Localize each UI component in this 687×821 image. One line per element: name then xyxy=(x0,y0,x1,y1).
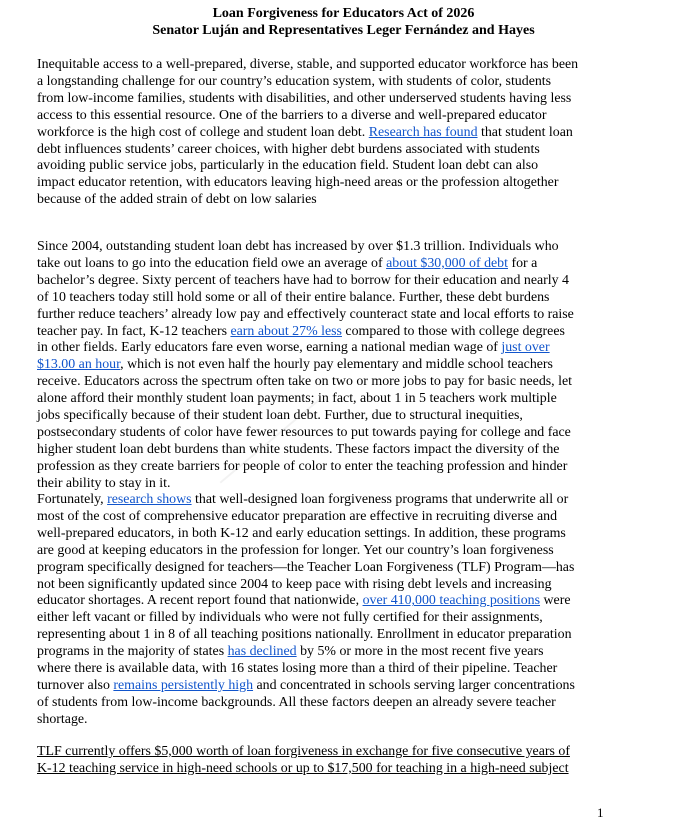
paragraph-3 xyxy=(37,492,612,729)
text-line xyxy=(37,492,612,509)
research-has-found-link[interactable]: Research has found xyxy=(368,124,478,140)
research-shows-link[interactable]: research shows xyxy=(107,492,192,507)
text-line: higher student loan debt burdens than white students. These factors impact the diversity of the xyxy=(37,441,560,457)
text-line: because of the added strain of debt on low salaries xyxy=(37,192,317,208)
text-line: representing about 1 in 8 of all teaching positions nationally. Enrollment in educator preparation xyxy=(37,627,572,643)
text-line: postsecondary students of color have fewer resources to put towards paying for college and face xyxy=(37,424,571,440)
text-line: from low-income families, students with disabilities, and other underserved students having less xyxy=(37,90,572,106)
text-line: not been significantly updated since 2004 to keep pace with rising debt levels and increasing xyxy=(37,576,552,592)
text-segment: in other fields. Early educators fare even worse, earning a national median wage of xyxy=(37,340,502,356)
page-number: 1 xyxy=(597,805,604,820)
text-segment: that well-designed loan forgiveness programs that underwrite all or xyxy=(191,492,569,507)
text-line: either left vacant or filled by individuals who were not fully certified for their assignments, xyxy=(37,610,543,626)
text-segment: educator shortages. A recent report found that nationwide, xyxy=(37,593,363,609)
text-line xyxy=(37,340,612,357)
document-sponsors: Senator Luján and Representatives Leger Fernández and Hayes xyxy=(152,22,535,38)
text-line: well-prepared educators, in both K-12 and early education settings. In addition, these programs xyxy=(37,525,566,541)
text-line: of 10 teachers today still hold some or all of their entire balance. Further, these debt burdens xyxy=(37,289,550,305)
text-segment: that student loan xyxy=(477,124,573,140)
text-line: further reduce teachers’ already low pay and effectively counteract state and local efforts to raise xyxy=(37,306,574,322)
text-segment: programs in the majority of states xyxy=(37,644,228,660)
text-line: jobs specifically because of their student loan debt. Further, due to structural inequities, xyxy=(37,408,523,424)
text-line xyxy=(37,125,612,142)
text-line: of students from low-income backgrounds. All these factors deepen an already severe teacher xyxy=(37,694,556,710)
paragraph-4 xyxy=(37,744,612,778)
text-line: are good at keeping educators in the profession for longer. Yet our country’s loan forgiveness xyxy=(37,542,554,558)
paragraph-2 xyxy=(37,239,612,493)
text-line: Inequitable access to a well-prepared, diverse, stable, and supported educator workforce has been xyxy=(37,57,579,72)
text-line xyxy=(37,256,612,273)
about-30000-debt-link[interactable]: about $30,000 of debt xyxy=(386,255,508,271)
text-line: bachelor’s degree. Sixty percent of teachers have had to borrow for their education and nearly 4 xyxy=(37,272,570,288)
text-line: program specifically designed for teachers—the Teacher Loan Forgiveness (TLF) Program—has xyxy=(37,559,575,575)
text-segment: by 5% or more in the most recent five years xyxy=(296,644,544,660)
text-segment: , which is not even half the hourly pay elementary and middle school teachers xyxy=(120,357,553,373)
paragraph-1 xyxy=(37,57,612,209)
underlined-text-line: TLF currently offers $5,000 worth of loan forgiveness in exchange for five consecutive years of xyxy=(37,744,570,759)
text-line xyxy=(37,324,612,341)
text-line: a longstanding challenge for our country’s education system, with students of color, students xyxy=(37,73,552,89)
remains-persistently-high-link[interactable]: remains persistently high xyxy=(113,677,254,693)
text-line xyxy=(37,644,612,661)
text-line xyxy=(37,678,612,695)
text-segment: compared to those with college degrees xyxy=(341,323,565,339)
text-segment: and concentrated in schools serving larger concentrations xyxy=(253,677,575,693)
text-segment: workforce is the high cost of college and student loan debt. xyxy=(37,124,369,140)
text-line: debt influences students’ career choices, with higher debt burdens associated with students xyxy=(37,141,540,157)
text-segment: turnover also xyxy=(37,677,114,693)
text-segment: for a xyxy=(508,255,538,271)
text-line: avoiding public service jobs, particularly in the education field. Student loan debt can also xyxy=(37,158,539,174)
text-line: access to this essential resource. One of the barriers to a diverse and well-prepared educator xyxy=(37,107,547,123)
text-line: Since 2004, outstanding student loan debt has increased by over $1.3 trillion. Individuals who xyxy=(37,239,559,254)
earn-about-27-less-link[interactable]: earn about 27% less xyxy=(230,323,342,339)
text-segment: were xyxy=(540,593,571,609)
has-declined-link[interactable]: has declined xyxy=(227,644,297,660)
underlined-text-line: K-12 teaching service in high-need schools or up to $17,500 for teaching in a high-need subject xyxy=(37,760,569,776)
over-410000-teaching-positions-link[interactable]: over 410,000 teaching positions xyxy=(362,593,541,609)
text-line: most of the cost of comprehensive educator preparation are effective in recruiting diverse and xyxy=(37,508,558,524)
just-over-link[interactable]: just over xyxy=(501,340,550,356)
text-line: profession as they create barriers for people of color to enter the teaching profession and hinder xyxy=(37,458,568,474)
document-title: Loan Forgiveness for Educators Act of 2026 xyxy=(212,6,475,21)
text-line: shortage. xyxy=(37,711,88,727)
text-line: their ability to stay in it. xyxy=(37,475,171,491)
text-segment: take out loans to go into the education field owe an average of xyxy=(37,255,387,271)
text-line xyxy=(37,593,612,610)
text-line: impact educator retention, with educators leaving high-need areas or the profession altogether xyxy=(37,175,559,191)
text-line xyxy=(37,357,612,374)
text-segment: Fortunately, xyxy=(37,492,108,507)
text-line: alone afford their monthly student loan payments; in fact, about 1 in 5 teachers work multiple xyxy=(37,391,557,407)
text-segment: teacher pay. In fact, K-12 teachers xyxy=(37,323,231,339)
text-line: where there is available data, with 16 states losing more than a third of their pipeline. Teacher xyxy=(37,661,558,677)
text-line: receive. Educators across the spectrum often take on two or more jobs to pay for basic needs, let xyxy=(37,374,572,390)
13-an-hour-link[interactable]: $13.00 an hour xyxy=(37,357,121,373)
